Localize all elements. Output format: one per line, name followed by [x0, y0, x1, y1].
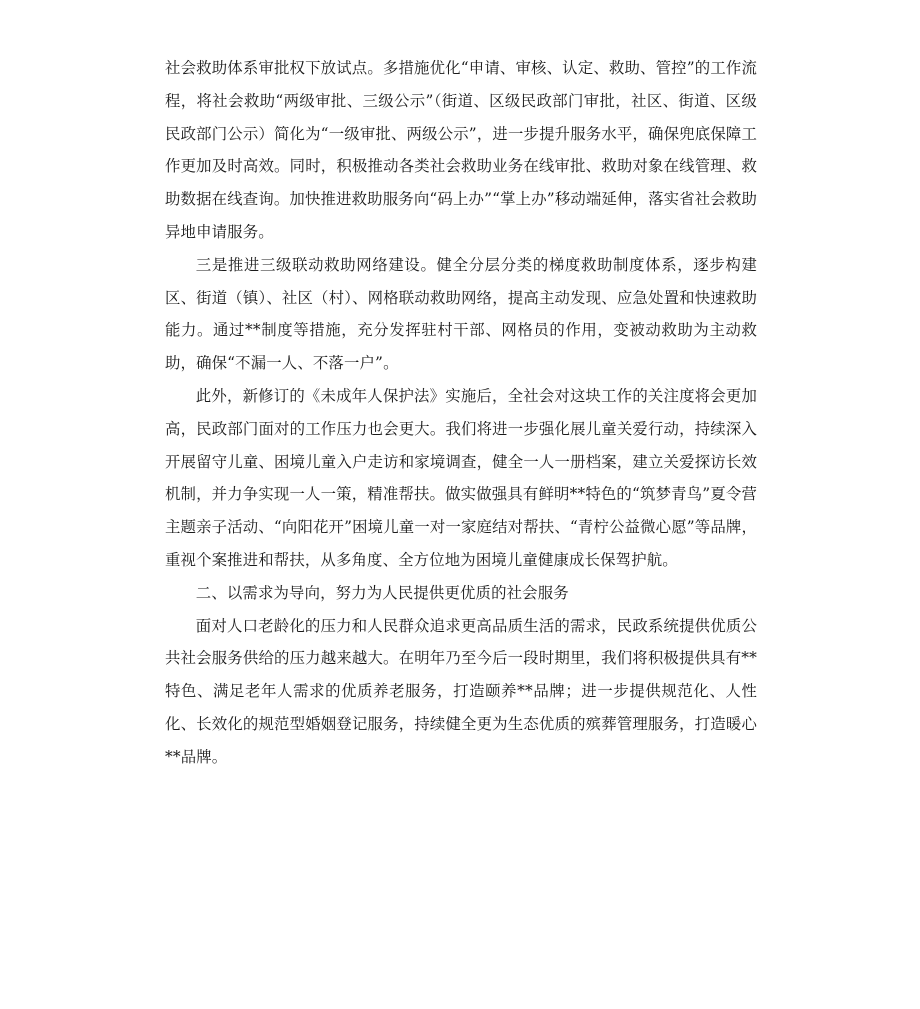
document-body	[165, 52, 757, 774]
paragraph-aging-services: 面对人口老龄化的压力和人民群众追求更高品质生活的需求，民政系统提供优质公共社会服务供给的压力越来越大。在明年乃至今后一段时期里，我们将积极提供具有**特色、满足老年人需求的优质养老服务，打造颐养**品牌；进一步提供规范化、人性化、长效化的规范型婚姻登记服务，持续健全更为生态优质的殡葬管理服务，打造暖心**品牌。	[165, 616, 757, 766]
paragraph-social-assistance-approval: 社会救助体系审批权下放试点。多措施优化“申请、审核、认定、救助、管控”的工作流程，将社会救助“两级审批、三级公示”（街道、区级民政部门审批，社区、街道、区级民政部门公示）简化为“一级审批、两级公示”，进一步提升服务水平，确保兜底保障工作更加及时高效。同时，积极推动各类社会救助业务在线审批、救助对象在线管理、救助数据在线查询。加快推进救助服务向“码上办”“掌上办”移动端延伸，落实省社会救助异地申请服务。	[165, 59, 757, 241]
paragraph-three-level-network: 三是推进三级联动救助网络建设。健全分层分类的梯度救助制度体系，逐步构建区、街道（镇）、社区（村）、网格联动救助网络，提高主动发现、应急处置和快速救助能力。通过**制度等措施，充分发挥驻村干部、网格员的作用，变被动救助为主动救助，确保“不漏一人、不落一户”。	[165, 255, 757, 373]
paragraph-minor-protection: 此外，新修订的《未成年人保护法》实施后，全社会对这块工作的关注度将会更加高，民政部门面对的工作压力也会更大。我们将进一步强化展儿童关爱行动，持续深入开展留守儿童、困境儿童入户走访和家境调查，健全一人一册档案，建立关爱探访长效机制，并力争实现一人一策，精准帮扶。做实做强具有鲜明**特色的“筑梦青鸟”夏令营主题亲子活动、“向阳花开”困境儿童一对一家庭结对帮扶、“青柠公益微心愿”等品牌，重视个案推进和帮扶，从多角度、全方位地为困境儿童健康成长保驾护航。	[165, 386, 757, 569]
section-heading-social-services: 二、以需求为导向，努力为人民提供更优质的社会服务	[195, 583, 569, 602]
